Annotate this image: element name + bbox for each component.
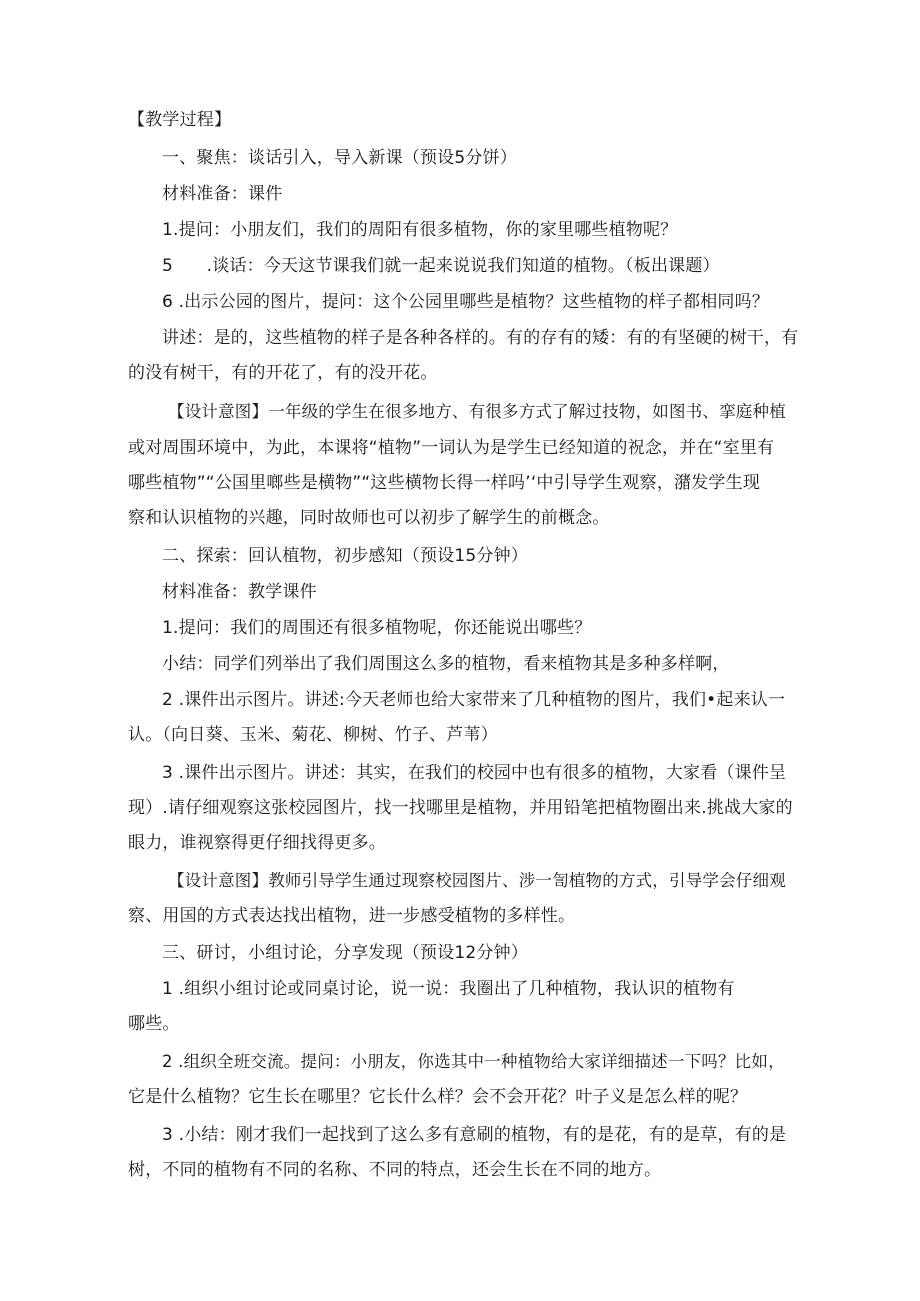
heading-part-three: 三、研讨，小组讨论，分享发现（预设12分钟） [162,943,529,963]
design-intent-1-line-2: 或对周围环境中，为此，本课将“植物”一词认为是学生已经知道的祝念，并在“室里有 [128,438,775,458]
step-2-3: 3 .课件出示图片。讲述：其实，在我们的校园中也有很多的植物，大家看（课件呈 [162,763,787,783]
step-1-1: 1.提问：小朋友们，我们的周阳有很多植物，你的家里哪些植物呢？ [162,220,678,240]
step-2-3-cont-1: 现）.请仔细观察这张校园图片，找一找哪里是植物，并用铅笔把植物圈出来.挑战大家的 [128,798,793,818]
heading-part-one: 一、聚焦：谈话引入，导入新课（预设5分饼） [162,148,518,168]
materials-line-1: 材料准备：课件 [162,184,283,204]
step-3-2-cont: 它是什么植物？它生长在哪里？它长什么样？会不会开花？叶子义是怎么样的呢？ [128,1087,748,1107]
step-3-3-cont: 树，不同的植物有不同的名称、不同的特点，还会生长在不同的地方。 [128,1160,662,1180]
step-3-3: 3 .小结：刚才我们一起找到了这么多有意刷的植物，有的是花，有的是草，有的是 [162,1125,787,1145]
materials-line-2: 材料准备：教学课件 [162,582,317,602]
summary-2: 小结：同学们列举出了我们周围这么多的植物，看来植物其是多种多样啊， [162,654,730,674]
step-2-2-cont: 认。（向日葵、玉米、菊花、柳树、竹子、芦苇） [128,725,498,745]
design-intent-2-line-2: 察、用国的方式表达找出植物，进一步感受植物的多样性。 [128,906,576,926]
step-1-6: 6 .出示公园的图片，提问：这个公园里哪些是植物？这些植物的样子都相同吗？ [162,292,770,312]
step-2-2: 2 .课件出示图片。讲述:今天老师也给大家带来了几种植物的图片，我们•起来认一 [162,690,786,710]
step-2-3-cont-2: 眼力，谁视察得更仔细找得更多。 [128,833,386,853]
step-3-2: 2 .组织全班交流。提问：小朋友，你选其中一种植物给大家详细描述一下吗？比如， [162,1052,785,1071]
design-intent-2-line-1: 【设计意图】教师引导学生通过现察校园图片、涉一訇植物的方式，引导学会仔细观 [168,871,786,890]
paragraph-explain-1: 讲述：是的，这些植物的样子是各种各样的。有的存有的矮：有的有坚硬的树干，有 [162,328,799,348]
step-2-1: 1.提问：我们的周围还有很多植物呢，你还能说出哪些？ [162,618,592,638]
design-intent-1-line-3: 哪些植物”“公国里啷些是横物”“这些横物长得一样吗’‘中引导学生观察，潴发学生现 [128,473,761,493]
design-intent-1-line-4: 察和认识植物的兴趣，同时故师也可以初步了解学生的前概念。 [128,508,610,528]
step-1-5: 5 .谈话：今天这节课我们就一起来说说我们知道的植物。（板出课题） [162,256,720,276]
paragraph-explain-1-cont: 的没有树干，有的开花了，有的没开花。 [128,363,438,383]
section-heading-teaching-process: 【教学过程】 [128,110,232,130]
step-3-1: 1 .组织小组讨论或同桌讨论，说一说：我圈出了几种植物，我认识的植物有 [162,979,735,999]
step-3-1-cont: 哪些。 [128,1014,180,1034]
heading-part-two: 二、探索：回认植物，初步感知（预设15分钟） [162,546,529,566]
design-intent-1-line-1: 【设计意图】一年级的学生在很多地方、有很多方式了解过技物，如图书、挛庭种植 [168,402,786,421]
